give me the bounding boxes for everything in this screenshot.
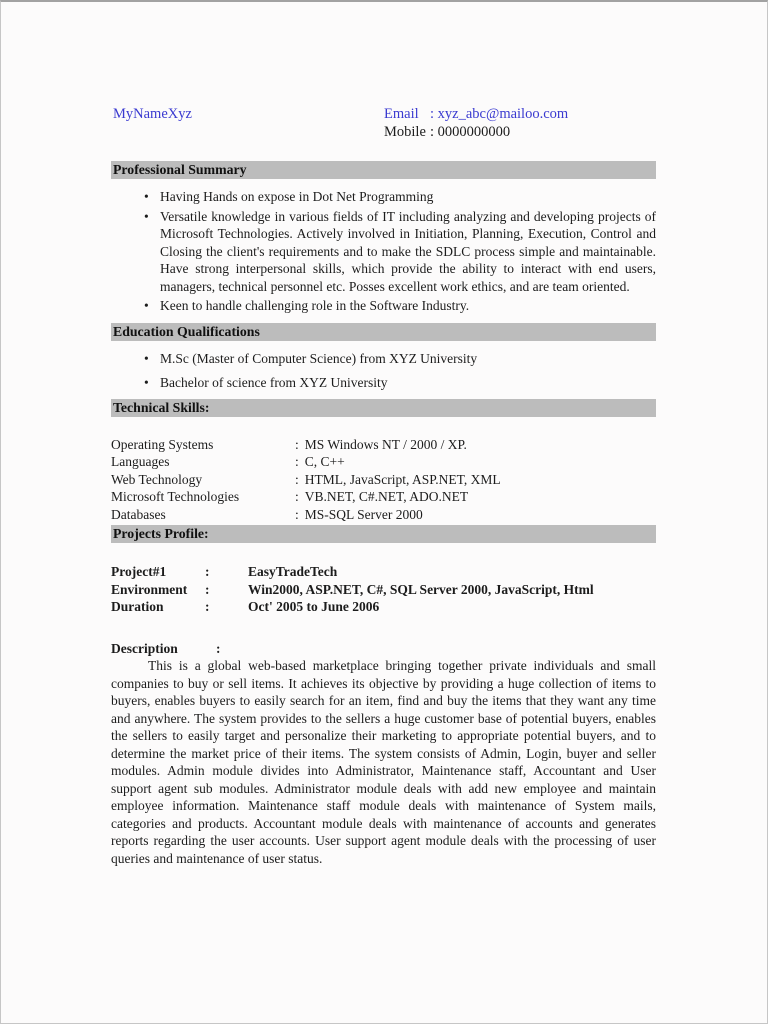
description-label: Description — [111, 640, 178, 656]
skill-separator: : — [295, 454, 299, 469]
project-separator: : — [205, 599, 210, 614]
summary-bullet: • Keen to handle challenging role in the Software Industry. — [142, 297, 656, 315]
project-value: EasyTradeTech — [248, 564, 338, 579]
project-description: This is a global web-based marketplace bringing together private individuals and small companies to buy or sell items. It achieves its objective by providing a huge collection of items to buyers, enables buyers to easily search for an item, find and buy the items that they want any time and anywhere. The system provides to the sellers a huge customer base of potential buyers, enables the sellers to easily target and personalize their marketing to appropriate potential buyers, and to determine the market price of their items. The system consists of Admin, Login, buyer and seller modules. Admin module divides into Administrator, Maintenance staff, Accountant and User support agent sub modules. Administrator module deals with add new employee and maintain employee information. Maintenance staff module deals with maintenance of System mails, categories and products. Accountant module deals with maintenance of accounts and generates reports regarding the user accounts. User support agent module deals with the processing of user queries and maintenance of user status. — [111, 658, 656, 866]
education-bullet-list — [111, 350, 656, 392]
skill-row-web-technology — [111, 471, 656, 489]
mobile-label: Mobile — [384, 123, 426, 140]
skill-value: HTML, JavaScript, ASP.NET, XML — [304, 471, 501, 487]
section-heading-professional-summary: Professional Summary — [111, 161, 656, 179]
email-separator: : — [430, 106, 435, 122]
email-label: Email — [384, 106, 419, 122]
skill-separator: : — [295, 471, 299, 487]
resume-content — [111, 2, 656, 867]
mobile-separator: : — [430, 123, 435, 140]
mobile-value: 0000000000 — [437, 123, 511, 140]
project-row-name — [111, 563, 656, 581]
section-heading-technical-skills: Technical Skills: — [111, 399, 656, 417]
contact-block — [384, 106, 568, 141]
section-heading-projects-profile: Projects Profile: — [111, 525, 656, 543]
section-heading-education-qualifications: Education Qualifications — [111, 323, 656, 341]
skill-label: Web Technology — [111, 471, 203, 487]
project-row-duration — [111, 598, 656, 616]
project-separator: : — [205, 581, 210, 597]
skills-table — [111, 436, 656, 524]
project-value: Oct' 2005 to June 2006 — [248, 599, 380, 614]
summary-bullet: • Having Hands on expose in Dot Net Programming — [142, 188, 656, 206]
skill-label: Databases — [111, 506, 166, 522]
project1-meta — [111, 563, 656, 616]
project-label: Environment — [111, 581, 188, 597]
education-bullet: • Bachelor of science from XYZ University — [142, 374, 656, 392]
description-separator: : — [216, 640, 221, 656]
candidate-name: MyNameXyz — [113, 106, 192, 122]
skill-value: MS Windows NT / 2000 / XP. — [304, 436, 467, 452]
skill-row-operating-systems — [111, 436, 656, 454]
project-separator: : — [205, 564, 210, 579]
skill-label: Operating Systems — [111, 436, 214, 452]
skill-row-databases — [111, 506, 656, 524]
summary-bullet: • Versatile knowledge in various fields of IT including analyzing and developing projects of Microsoft Technologies. Actively involved in Initiation, Planning, Execution, Control and Closing the client's requirements and to make the SDLC process simple and maintainable. Have strong interpersonal skills, which provide the ability to interact with end users, managers, technical personnel etc. Posses excellent work ethics, and are team oriented. — [142, 208, 656, 296]
project-label: Project#1 — [111, 564, 167, 579]
skill-separator: : — [295, 489, 299, 504]
skill-separator: : — [295, 436, 299, 452]
email-line — [384, 106, 568, 124]
project-row-environment — [111, 581, 656, 599]
mobile-line — [384, 124, 568, 142]
skill-value: C, C++ — [304, 454, 345, 469]
resume-header — [111, 106, 656, 142]
summary-bullet-list — [111, 188, 656, 315]
education-bullet: • M.Sc (Master of Computer Science) from XYZ University — [142, 350, 656, 368]
skill-label: Languages — [111, 454, 170, 469]
skill-row-languages — [111, 453, 656, 471]
skill-row-microsoft-technologies — [111, 488, 656, 506]
email-value: xyz_abc@mailoo.com — [437, 106, 569, 122]
skill-value: MS-SQL Server 2000 — [304, 506, 423, 522]
project-label: Duration — [111, 599, 164, 614]
description-heading — [111, 640, 656, 658]
skill-label: Microsoft Technologies — [111, 489, 240, 504]
project-value: Win2000, ASP.NET, C#, SQL Server 2000, JavaScript, Html — [248, 581, 594, 597]
skill-separator: : — [295, 506, 299, 522]
skill-value: VB.NET, C#.NET, ADO.NET — [304, 489, 469, 504]
